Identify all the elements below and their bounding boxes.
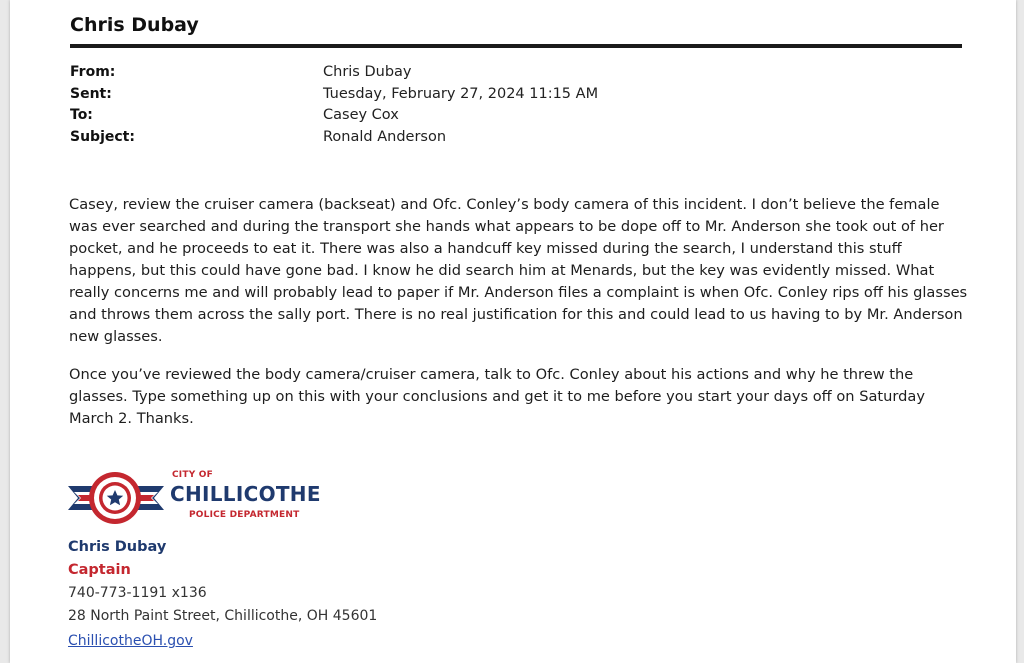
signature-name: Chris Dubay (68, 539, 167, 555)
email-page (10, 0, 1016, 663)
signature-phone: 740-773-1191 x136 (68, 585, 207, 601)
body-paragraph-2: Once you’ve reviewed the body camera/cruiser camera, talk to Ofc. Conley about his actions and why he threw the glasses. Type something up on this with your conclusions and get it to me before you start your days off on Saturday March 2. Thanks. (69, 366, 925, 427)
meta-value-to: Casey Cox (323, 107, 399, 123)
star-badge-icon (66, 466, 166, 530)
body-paragraph-1: Casey, review the cruiser camera (backseat) and Ofc. Conley’s body camera of this incident. I don’t believe the female was ever searched and during the transport she hands what appears to be dope off to Mr. Anderson she took out of her pocket, and he proceeds to eat it. There was also a handcuff key missed during the search, I understand this stuff happens, but this could have gone bad. I know he did search him at Menards, but the key was evidently missed. What really concerns me and will probably lead to paper if Mr. Anderson files a complaint is when Ofc. Conley rips off his glasses and throws them across the sally port. There is no real justification for this and could lead to us having to by Mr. Anderson new glasses. (69, 196, 968, 345)
logo-city-name: CHILLICOTHE (170, 482, 321, 506)
meta-label-to: To: (70, 107, 93, 123)
meta-value-subject: Ronald Anderson (323, 128, 447, 145)
email-body (69, 194, 969, 446)
header-sender-name: Chris Dubay (70, 14, 199, 36)
header-divider (70, 44, 962, 48)
signature-website-link[interactable]: ChillicotheOH.gov (68, 633, 193, 649)
meta-label-subject: Subject: (70, 128, 135, 145)
logo-city-of: CITY OF (172, 470, 213, 480)
signature-title: Captain (68, 562, 131, 578)
department-logo (66, 466, 336, 530)
meta-value-sent: Tuesday, February 27, 2024 11:15 AM (323, 85, 599, 102)
signature-block (68, 536, 377, 651)
meta-label-from: From: (70, 64, 116, 80)
meta-value-from: Chris Dubay (323, 64, 412, 80)
signature-address: 28 North Paint Street, Chillicothe, OH 45601 (68, 608, 378, 624)
logo-department: POLICE DEPARTMENT (189, 510, 300, 520)
meta-label-sent: Sent: (70, 85, 112, 102)
